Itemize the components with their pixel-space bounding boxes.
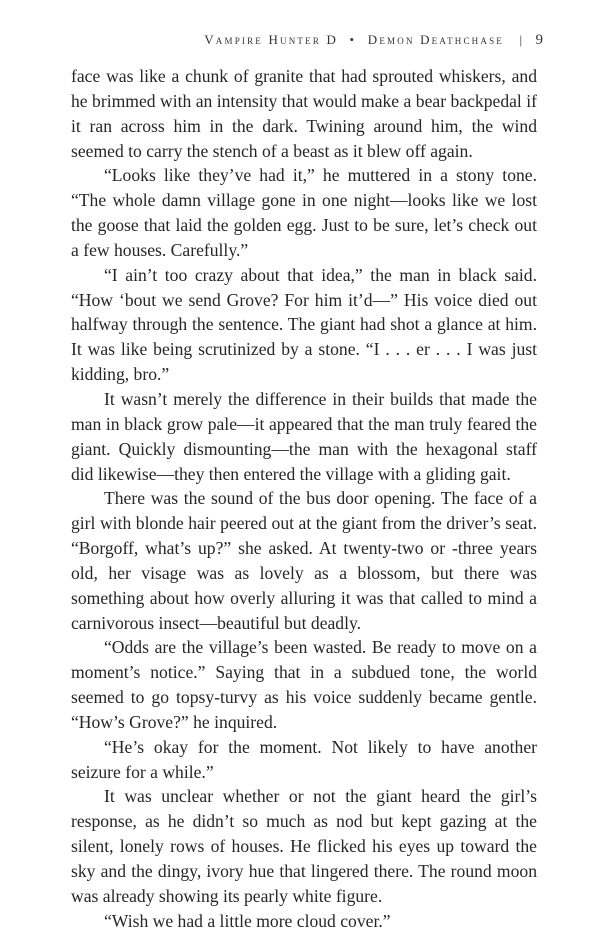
paragraph: “I ain’t too crazy about that idea,” the man in black said. “How ‘bout we send Grove? For him it’d—” His voice died out halfway through the sentence. The giant had shot a glance at him. It was like being scrutinized by a stone. “I . . . er . . . I was just kidding, bro.”	[71, 264, 537, 385]
paragraph: “Odds are the village’s been wasted. Be ready to move on a moment’s notice.” Saying that in a subdued tone, the world seemed to go topsy-turvy as his voice suddenly became gentle. “How’s Grove?” he inquired.	[71, 637, 537, 732]
paragraph-continued: face was like a chunk of granite that had sprouted whiskers, and he brimmed with an intensity that would make a bear backpedal if it ran across him in the dark. Twining around him, the wind seemed to carry the stench of a beast as it blew off again.	[71, 66, 537, 161]
folio-rule: |	[519, 32, 523, 47]
paragraph: “He’s okay for the moment. Not likely to have another seizure for a while.”	[71, 736, 537, 782]
paragraph: There was the sound of the bus door opening. The face of a girl with blonde hair peered out at the giant from the driver’s seat. “Borgoff, what’s up?” she asked. At twenty-two or -three years old, her visage was as lovely as a blossom, but there was something about how overly alluring it was that called to mind a carnivorous insect—beautiful but deadly.	[71, 488, 537, 633]
volume-title: Demon Deathchase	[367, 32, 504, 47]
title-separator-bullet: •	[349, 32, 357, 47]
paragraph: It wasn’t merely the difference in their builds that made the man in black grow pale—it appeared that the man truly feared the giant. Quickly dismounting—the man with the hexagonal staff did likewise—they then entered the village with a gliding gait.	[71, 388, 537, 484]
body-text	[71, 64, 537, 934]
page-number: 9	[535, 32, 543, 48]
book-title: Vampire Hunter D	[204, 32, 339, 47]
paragraph: “Looks like they’ve had it,” he muttered in a stony tone. “The whole damn village gone in one night—looks like we lost the goose that laid the golden egg. Just to be sure, let’s check out a few houses. Carefully.”	[71, 165, 537, 260]
paragraph: It was unclear whether or not the giant heard the girl’s response, as he didn’t so much as nod but kept gazing at the silent, lonely rows of houses. He flicked his eyes up toward the sky and the dingy, ivory hue that lingered there. The round moon was already showing its pearly white figure.	[71, 786, 537, 906]
paragraph: “Wish we had a little more cloud cover.”	[104, 910, 391, 931]
running-head	[204, 30, 543, 50]
